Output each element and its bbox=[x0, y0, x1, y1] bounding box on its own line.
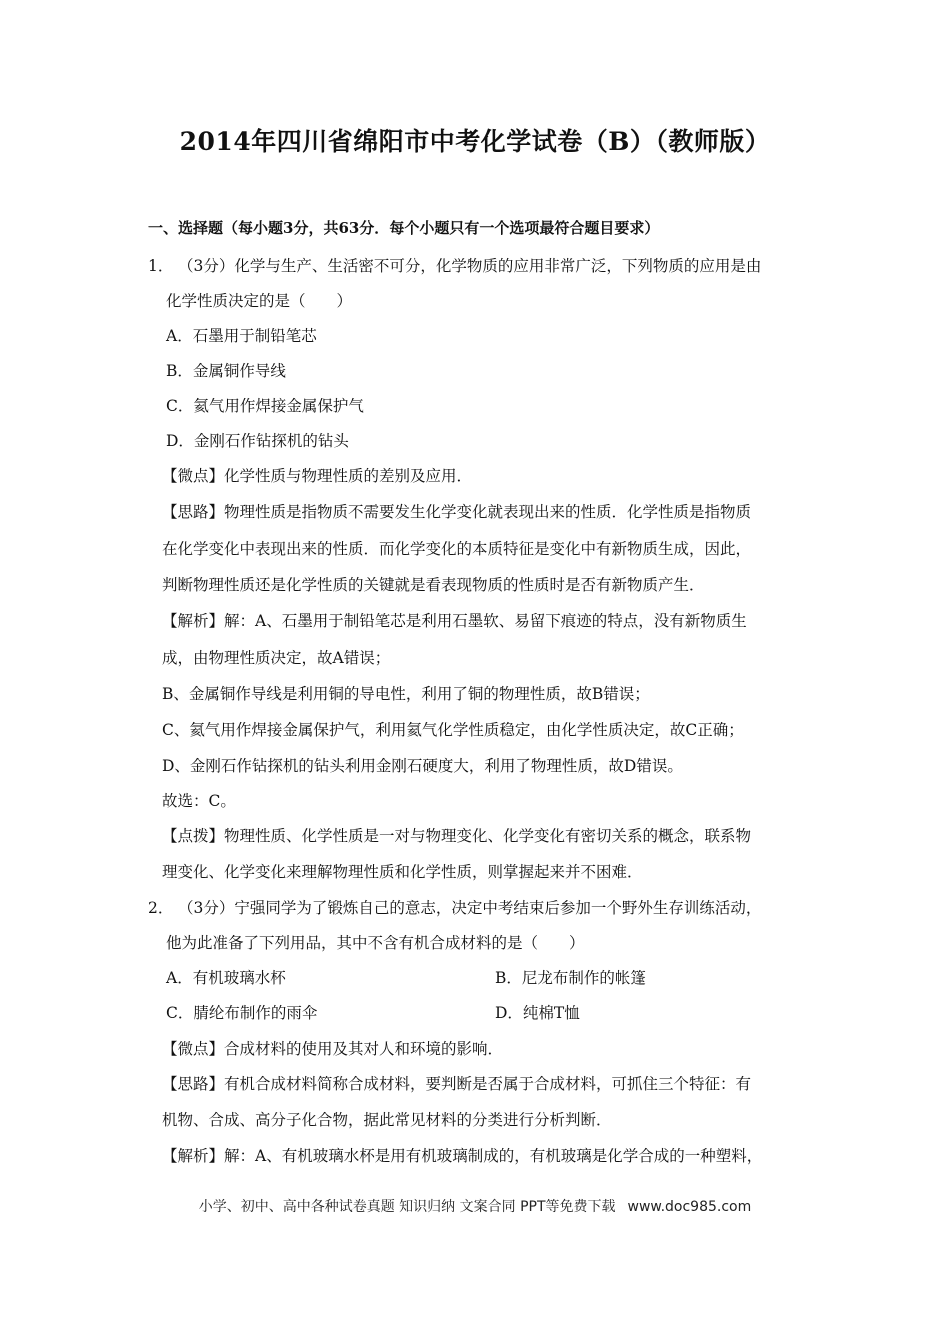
question-2-silu-cont: 机物、合成、高分子化合物，据此常见材料的分类进行分析判断． bbox=[162, 1111, 612, 1129]
question-1-jiexi-b: B、金属铜作导线是利用铜的导电性，利用了铜的物理性质，故B错误； bbox=[162, 685, 650, 703]
question-text: （3分）宁强同学为了锻炼自己的意志，决定中考结束后参加一个野外生存训练活动， bbox=[178, 899, 762, 917]
document-title: 2014年四川省绵阳市中考化学试卷（B）（教师版） bbox=[179, 127, 771, 156]
question-2-option-c: C．腈纶布制作的雨伞 bbox=[166, 1004, 318, 1022]
question-1-option-c: C．氦气用作焊接金属保护气 bbox=[166, 397, 364, 415]
question-2-silu: 【思路】有机合成材料简称合成材料，要判断是否属于合成材料，可抓住三个特征：有 bbox=[162, 1075, 752, 1093]
footer-url[interactable]: www.doc985.com bbox=[627, 1199, 752, 1215]
question-1-stem-cont: 化学性质决定的是（ ） bbox=[166, 292, 353, 310]
question-2-option-a: A．有机玻璃水杯 bbox=[166, 969, 286, 987]
section-heading: 一、选择题（每小题3分，共63分．每个小题只有一个选项最符合题目要求） bbox=[148, 219, 660, 237]
question-1-answer: 故选：C。 bbox=[162, 792, 236, 810]
footer-text: 小学、初中、高中各种试卷真题 知识归纳 文案合同 PPT等免费下载 bbox=[198, 1199, 616, 1215]
question-1-option-d: D．金刚石作钻探机的钻头 bbox=[166, 432, 349, 450]
question-number: 2． bbox=[148, 899, 174, 917]
question-1-weidian: 【微点】化学性质与物理性质的差别及应用． bbox=[162, 467, 473, 485]
question-1-jiexi-cont: 成，由物理性质决定，故A错误； bbox=[162, 649, 391, 667]
question-1-silu: 【思路】物理性质是指物质不需要发生化学变化就表现出来的性质．化学性质是指物质 bbox=[162, 503, 752, 521]
question-2-option-d: D．纯棉T恤 bbox=[495, 1004, 580, 1022]
question-1-jiexi-d: D、金刚石作钻探机的钻头利用金刚石硬度大，利用了物理性质，故D错误。 bbox=[162, 757, 683, 775]
question-1-silu-cont: 判断物理性质还是化学性质的关键就是看表现物质的性质时是否有新物质产生． bbox=[162, 576, 705, 594]
question-1-jiexi: 【解析】解：A、石墨用于制铅笔芯是利用石墨软、易留下痕迹的特点，没有新物质生 bbox=[162, 612, 747, 630]
question-number: 1． bbox=[148, 257, 174, 275]
page-footer bbox=[0, 1196, 950, 1216]
question-text: （3分）化学与生产、生活密不可分，化学物质的应用非常广泛，下列物质的应用是由 bbox=[178, 257, 762, 275]
question-1-jiexi-c: C、氦气用作焊接金属保护气，利用氦气化学性质稳定，由化学性质决定，故C正确； bbox=[162, 721, 744, 739]
question-1-silu-cont: 在化学变化中表现出来的性质．而化学变化的本质特征是变化中有新物质生成，因此， bbox=[162, 540, 752, 558]
question-1-option-b: B．金属铜作导线 bbox=[166, 362, 286, 380]
question-1-option-a: A．石墨用于制铅笔芯 bbox=[166, 327, 317, 345]
question-2-stem-cont: 他为此准备了下列用品，其中不含有机合成材料的是（ ） bbox=[166, 934, 585, 952]
question-2-stem bbox=[148, 898, 761, 918]
question-1-stem bbox=[148, 256, 761, 276]
question-1-dianbo-cont: 理变化、化学变化来理解物理性质和化学性质，则掌握起来并不困难． bbox=[162, 863, 643, 881]
question-2-jiexi: 【解析】解：A、有机玻璃水杯是用有机玻璃制成的，有机玻璃是化学合成的一种塑料， bbox=[162, 1147, 763, 1165]
question-2-weidian: 【微点】合成材料的使用及其对人和环境的影响． bbox=[162, 1040, 504, 1058]
question-2-option-b: B．尼龙布制作的帐篷 bbox=[495, 969, 646, 987]
question-1-dianbo: 【点拨】物理性质、化学性质是一对与物理变化、化学变化有密切关系的概念，联系物 bbox=[162, 827, 752, 845]
